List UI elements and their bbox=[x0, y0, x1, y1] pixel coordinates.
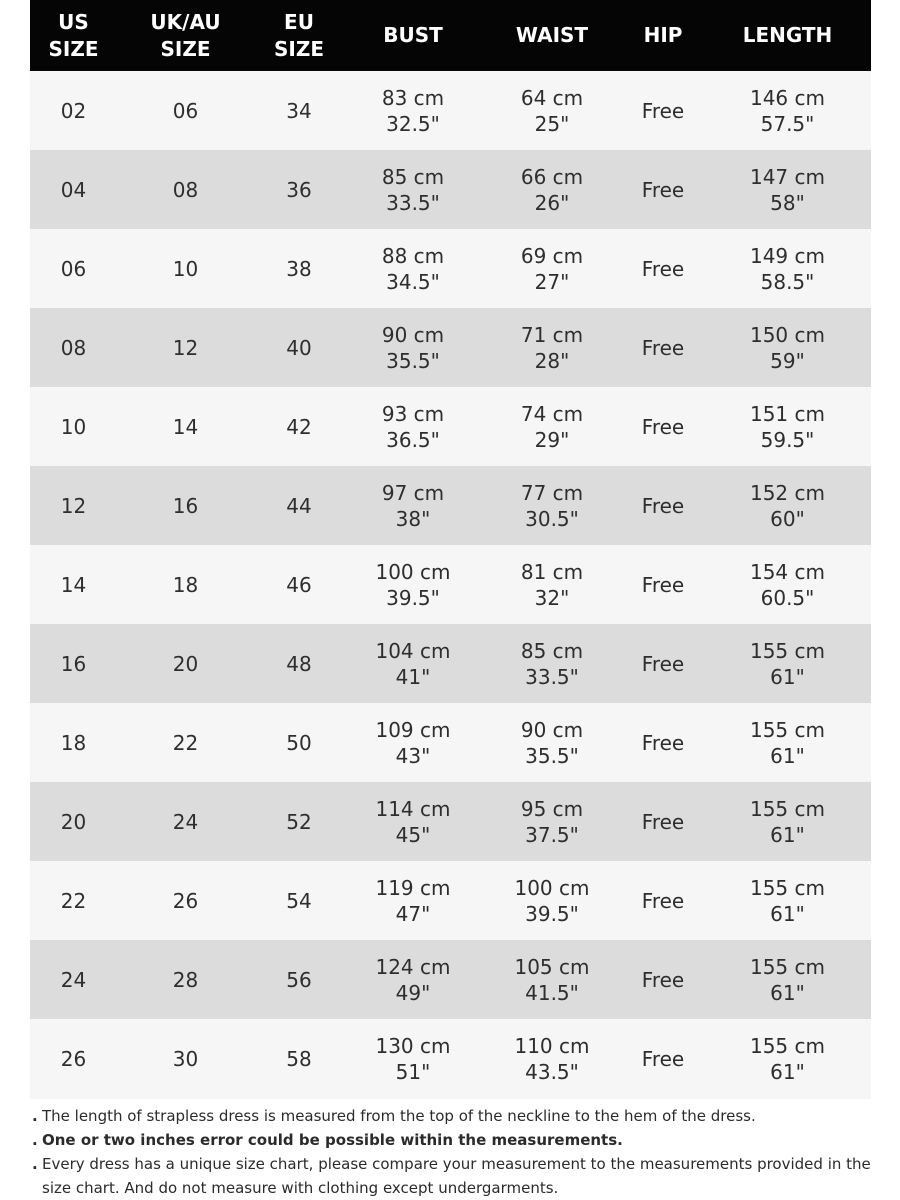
table-row bbox=[30, 940, 871, 1019]
table-row bbox=[30, 71, 871, 150]
cell-us-size: 20 bbox=[60, 809, 87, 834]
note-item bbox=[32, 1128, 872, 1152]
cell-waist: 100 cm 39.5" bbox=[514, 875, 590, 926]
table-row bbox=[30, 308, 871, 387]
cell-eu-size: 56 bbox=[286, 967, 312, 992]
cell-length: 151 cm 59.5" bbox=[749, 401, 825, 452]
cell-length: 155 cm 61" bbox=[749, 875, 825, 926]
cell-bust: 124 cm 49" bbox=[375, 954, 451, 1005]
cell-us-size: 24 bbox=[60, 967, 87, 992]
cell-waist: 105 cm 41.5" bbox=[514, 954, 590, 1005]
cell-uk-au-size: 22 bbox=[172, 730, 199, 755]
cell-waist: 81 cm 32" bbox=[520, 559, 584, 610]
cell-us-size: 22 bbox=[60, 888, 87, 913]
cell-length: 155 cm 61" bbox=[749, 954, 825, 1005]
cell-uk-au-size: 30 bbox=[172, 1047, 199, 1071]
cell-length: 152 cm 60" bbox=[749, 480, 825, 531]
cell-eu-size: 50 bbox=[286, 730, 312, 755]
cell-eu-size: 38 bbox=[286, 256, 312, 281]
table-row bbox=[30, 229, 871, 308]
cell-length: 146 cm 57.5" bbox=[749, 85, 825, 136]
cell-bust: 119 cm 47" bbox=[375, 875, 451, 926]
cell-length: 155 cm 61" bbox=[749, 1034, 825, 1084]
cell-length: 150 cm 59" bbox=[749, 322, 825, 373]
table-row bbox=[30, 782, 871, 861]
cell-length: 149 cm 58.5" bbox=[749, 243, 825, 294]
cell-hip: Free bbox=[641, 1047, 685, 1071]
cell-eu-size: 46 bbox=[286, 572, 312, 597]
cell-hip: Free bbox=[641, 572, 685, 597]
cell-eu-size: 40 bbox=[286, 335, 312, 360]
cell-us-size: 26 bbox=[60, 1047, 87, 1071]
cell-us-size: 02 bbox=[60, 98, 87, 123]
cell-hip: Free bbox=[641, 967, 685, 992]
cell-uk-au-size: 26 bbox=[172, 888, 199, 913]
table-row bbox=[30, 624, 871, 703]
cell-uk-au-size: 24 bbox=[172, 809, 199, 834]
cell-waist: 74 cm 29" bbox=[520, 401, 584, 452]
cell-uk-au-size: 28 bbox=[172, 967, 199, 992]
cell-waist: 71 cm 28" bbox=[520, 322, 584, 373]
cell-length: 147 cm 58" bbox=[749, 164, 825, 215]
cell-bust: 93 cm 36.5" bbox=[381, 401, 445, 452]
cell-waist: 95 cm 37.5" bbox=[520, 796, 584, 847]
cell-waist: 66 cm 26" bbox=[520, 164, 584, 215]
cell-length: 155 cm 61" bbox=[749, 796, 825, 847]
cell-bust: 97 cm 38" bbox=[381, 480, 445, 531]
table-row bbox=[30, 703, 871, 782]
cell-hip: Free bbox=[641, 730, 685, 755]
table-row bbox=[30, 387, 871, 466]
cell-length: 154 cm 60.5" bbox=[749, 559, 825, 610]
cell-bust: 114 cm 45" bbox=[375, 796, 451, 847]
cell-eu-size: 36 bbox=[286, 177, 312, 202]
cell-bust: 100 cm 39.5" bbox=[375, 559, 451, 610]
header-length: LENGTH bbox=[742, 23, 833, 47]
cell-uk-au-size: 10 bbox=[172, 256, 199, 281]
note-text: Every dress has a unique size chart, please compare your measurement to the measurements provided in the size chart. And do not measure with clothing except undergarments. bbox=[42, 1155, 871, 1197]
cell-eu-size: 52 bbox=[286, 809, 312, 834]
header-hip: HIP bbox=[643, 23, 683, 47]
table-row bbox=[30, 150, 871, 229]
cell-eu-size: 58 bbox=[286, 1047, 312, 1071]
cell-us-size: 18 bbox=[60, 730, 87, 755]
note-item bbox=[32, 1152, 872, 1200]
cell-waist: 64 cm 25" bbox=[520, 85, 584, 136]
cell-bust: 88 cm 34.5" bbox=[381, 243, 445, 294]
cell-bust: 85 cm 33.5" bbox=[381, 164, 445, 215]
table-row bbox=[30, 861, 871, 940]
note-item bbox=[32, 1104, 872, 1128]
table-header bbox=[30, 0, 871, 71]
cell-uk-au-size: 12 bbox=[172, 335, 199, 360]
cell-eu-size: 54 bbox=[286, 888, 312, 913]
cell-uk-au-size: 20 bbox=[172, 651, 199, 676]
cell-bust: 130 cm 51" bbox=[375, 1034, 451, 1084]
note-bullet: . bbox=[32, 1155, 38, 1173]
cell-us-size: 14 bbox=[60, 572, 87, 597]
header-bust: BUST bbox=[383, 23, 443, 47]
cell-hip: Free bbox=[641, 98, 685, 123]
header-uk-au-size: UK/AU SIZE bbox=[150, 9, 221, 61]
cell-hip: Free bbox=[641, 335, 685, 360]
cell-hip: Free bbox=[641, 177, 685, 202]
note-bullet: . bbox=[32, 1107, 38, 1125]
cell-eu-size: 34 bbox=[286, 98, 312, 123]
note-text: One or two inches error could be possible within the measurements. bbox=[42, 1131, 623, 1149]
header-us-size: US SIZE bbox=[48, 9, 99, 61]
cell-us-size: 04 bbox=[60, 177, 87, 202]
cell-us-size: 10 bbox=[60, 414, 87, 439]
cell-uk-au-size: 14 bbox=[172, 414, 199, 439]
cell-hip: Free bbox=[641, 888, 685, 913]
cell-waist: 90 cm 35.5" bbox=[520, 717, 584, 768]
cell-bust: 109 cm 43" bbox=[375, 717, 451, 768]
cell-hip: Free bbox=[641, 809, 685, 834]
cell-us-size: 12 bbox=[60, 493, 87, 518]
header-eu-size: EU SIZE bbox=[273, 9, 324, 61]
cell-waist: 85 cm 33.5" bbox=[520, 638, 584, 689]
cell-waist: 69 cm 27" bbox=[520, 243, 584, 294]
cell-bust: 90 cm 35.5" bbox=[381, 322, 445, 373]
note-text: The length of strapless dress is measured from the top of the neckline to the hem of the dress. bbox=[42, 1107, 756, 1125]
cell-uk-au-size: 06 bbox=[172, 98, 199, 123]
cell-waist: 77 cm 30.5" bbox=[520, 480, 584, 531]
cell-hip: Free bbox=[641, 493, 685, 518]
cell-uk-au-size: 16 bbox=[172, 493, 199, 518]
cell-waist: 110 cm 43.5" bbox=[514, 1034, 590, 1084]
cell-eu-size: 44 bbox=[286, 493, 312, 518]
size-chart-table bbox=[30, 0, 871, 1099]
note-bullet: . bbox=[32, 1131, 38, 1149]
cell-uk-au-size: 18 bbox=[172, 572, 199, 597]
cell-hip: Free bbox=[641, 651, 685, 676]
cell-length: 155 cm 61" bbox=[749, 717, 825, 768]
cell-us-size: 16 bbox=[60, 651, 87, 676]
cell-hip: Free bbox=[641, 414, 685, 439]
measurement-notes bbox=[32, 1104, 872, 1200]
cell-eu-size: 42 bbox=[286, 414, 312, 439]
table-row bbox=[30, 545, 871, 624]
table-row bbox=[30, 466, 871, 545]
cell-bust: 104 cm 41" bbox=[375, 638, 451, 689]
cell-eu-size: 48 bbox=[286, 651, 312, 676]
table-body bbox=[30, 71, 871, 1099]
cell-bust: 83 cm 32.5" bbox=[381, 85, 445, 136]
cell-hip: Free bbox=[641, 256, 685, 281]
cell-us-size: 08 bbox=[60, 335, 87, 360]
header-waist: WAIST bbox=[515, 23, 589, 47]
cell-length: 155 cm 61" bbox=[749, 638, 825, 689]
table-row bbox=[30, 1019, 871, 1099]
cell-us-size: 06 bbox=[60, 256, 87, 281]
cell-uk-au-size: 08 bbox=[172, 177, 199, 202]
